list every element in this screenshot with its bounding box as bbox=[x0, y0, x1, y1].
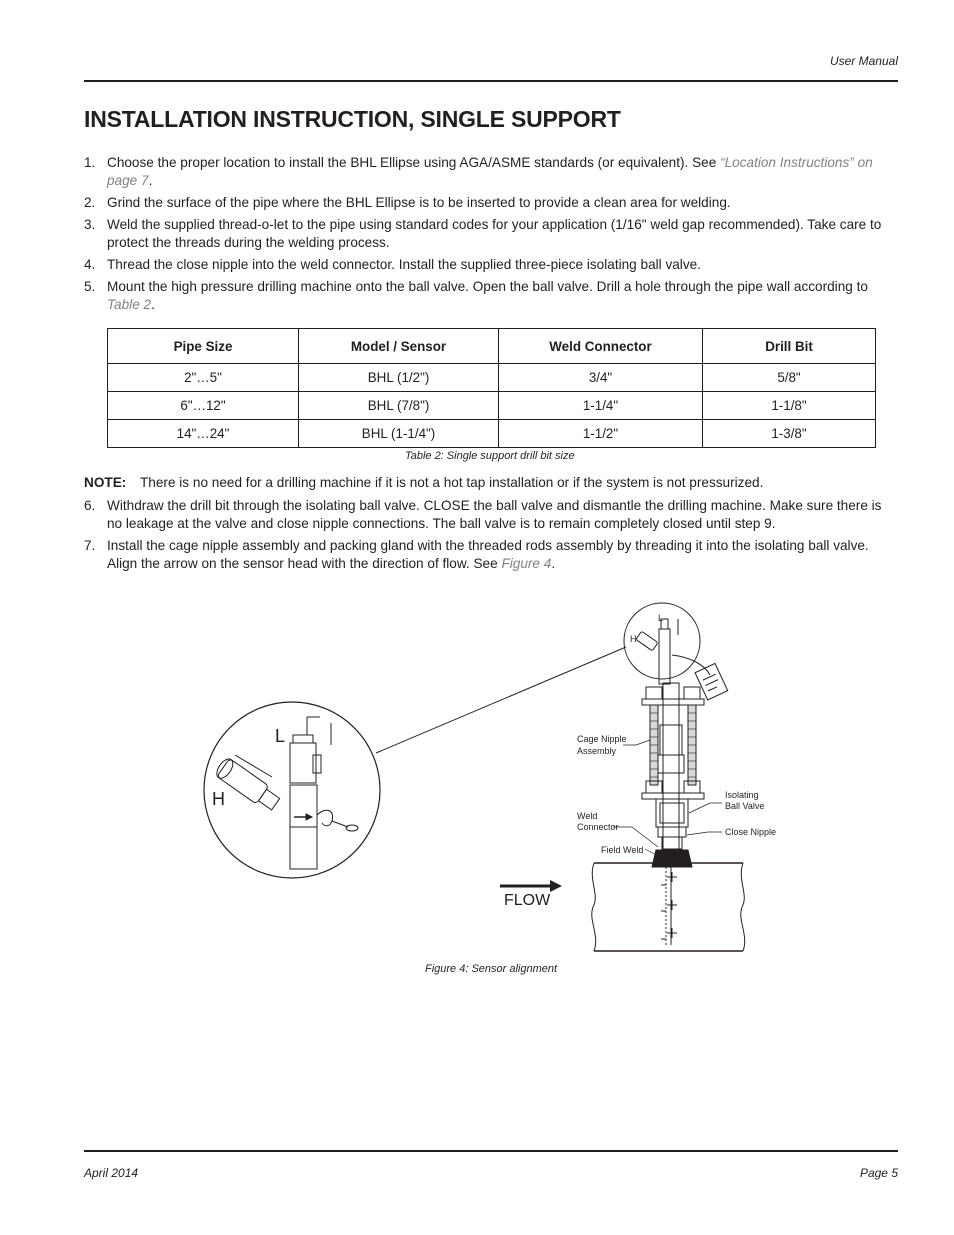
note bbox=[84, 475, 763, 490]
small-low-label: L bbox=[658, 613, 664, 623]
table-row bbox=[108, 392, 876, 420]
footer-page-number: Page 5 bbox=[859, 1166, 898, 1180]
column-header: Weld Connector bbox=[499, 329, 703, 364]
step-item: 4. Thread the close nipple into the weld connector. Install the supplied three-piece isolating ball valve. bbox=[84, 257, 701, 272]
small-high-label: H bbox=[630, 634, 637, 644]
detail-high-label: H bbox=[212, 789, 225, 809]
table-caption: Table 2: Single support drill bit size bbox=[405, 450, 575, 462]
cross-reference-link[interactable]: “Location Instructions” on page 7 bbox=[107, 155, 873, 188]
table-cell: BHL (7/8") bbox=[299, 392, 499, 420]
column-header: Drill Bit bbox=[703, 329, 876, 364]
isolating-ball-valve bbox=[656, 799, 688, 849]
figure-caption: Figure 4: Sensor alignment bbox=[425, 963, 558, 975]
step-item: 6. Withdraw the drill bit through the isolating ball valve. CLOSE the ball valve and dismantle the drilling machine. Make sure there is no leakage at the valve and close nipple connections. The ball valve is to remain completely closed until step 9. bbox=[84, 498, 882, 531]
table-cell: 14"…24" bbox=[108, 420, 299, 448]
table-cell: 1-1/8" bbox=[703, 392, 876, 420]
table-cell: BHL (1-1/4") bbox=[299, 420, 499, 448]
sensor-alignment-figure bbox=[200, 595, 780, 965]
table-cell: 5/8" bbox=[703, 364, 876, 392]
step-item: 2. Grind the surface of the pipe where the BHL Ellipse is to be inserted to provide a clean area for welding. bbox=[84, 195, 731, 210]
column-header: Model / Sensor bbox=[299, 329, 499, 364]
footer-rule bbox=[84, 1150, 898, 1152]
table-row bbox=[108, 364, 876, 392]
isolating-valve-label-line1: Isolating bbox=[725, 790, 759, 800]
header-rule bbox=[84, 80, 898, 82]
steps-list-after-table bbox=[84, 497, 898, 577]
cross-reference-link[interactable]: Figure 4 bbox=[501, 556, 552, 571]
weld-connector-label-line2: Connector bbox=[577, 822, 619, 832]
table-cell: 6"…12" bbox=[108, 392, 299, 420]
enlarged-detail-view bbox=[204, 702, 380, 878]
page-title: INSTALLATION INSTRUCTION, SINGLE SUPPORT bbox=[84, 106, 621, 132]
isolating-valve-label-line2: Ball Valve bbox=[725, 801, 765, 811]
column-header: Pipe Size bbox=[108, 329, 299, 364]
table-row bbox=[108, 420, 876, 448]
close-nipple-label: Close Nipple bbox=[725, 827, 777, 837]
table-cell: 1-1/2" bbox=[499, 420, 703, 448]
field-weld bbox=[652, 850, 692, 867]
footer-date: April 2014 bbox=[84, 1166, 139, 1180]
cage-nipple-label-line2: Assembly bbox=[577, 746, 617, 756]
table-cell: BHL (1/2") bbox=[299, 364, 499, 392]
drill-bit-size-table bbox=[107, 328, 876, 448]
cross-reference-link[interactable]: Table 2 bbox=[107, 297, 152, 312]
field-weld-label: Field Weld bbox=[601, 845, 644, 855]
flow-label: FLOW bbox=[504, 892, 551, 909]
table-cell: 2"…5" bbox=[108, 364, 299, 392]
step-item: 7. Install the cage nipple assembly and packing gland with the threaded rods assembly by threading it into the isolating ball valve. Align the arrow on the sensor head with the direction of flow. See Figure 4. bbox=[84, 538, 869, 571]
cage-nipple-label-line1: Cage Nipple bbox=[577, 734, 627, 744]
note-text: There is no need for a drilling machine if it is not a hot tap installation or if the system is not pressurized. bbox=[140, 475, 764, 490]
weld-connector-label-line1: Weld bbox=[577, 811, 598, 821]
step-item: 3. Weld the supplied thread-o-let to the pipe using standard codes for your application (1/16" weld gap recommended). Take care to protect the threads during the welding process. bbox=[84, 217, 882, 250]
table-cell: 1-3/8" bbox=[703, 420, 876, 448]
step-item: 5. Mount the high pressure drilling machine onto the ball valve. Open the ball valve. Drill a hole through the pipe wall according to Table 2. bbox=[84, 279, 868, 312]
table-cell: 3/4" bbox=[499, 364, 703, 392]
detail-low-label: L bbox=[275, 726, 286, 746]
step-item: 1. Choose the proper location to install the BHL Ellipse using AGA/ASME standards (or equivalent). See “Location Instructions” on page 7. bbox=[84, 155, 873, 188]
steps-list-before-table bbox=[84, 154, 898, 318]
header-doc-type: User Manual bbox=[829, 54, 898, 68]
flow-arrow-head bbox=[550, 880, 562, 892]
table-cell: 1-1/4" bbox=[499, 392, 703, 420]
table-header-row bbox=[108, 329, 876, 364]
note-label: NOTE: bbox=[84, 475, 127, 490]
pipe bbox=[592, 863, 745, 951]
